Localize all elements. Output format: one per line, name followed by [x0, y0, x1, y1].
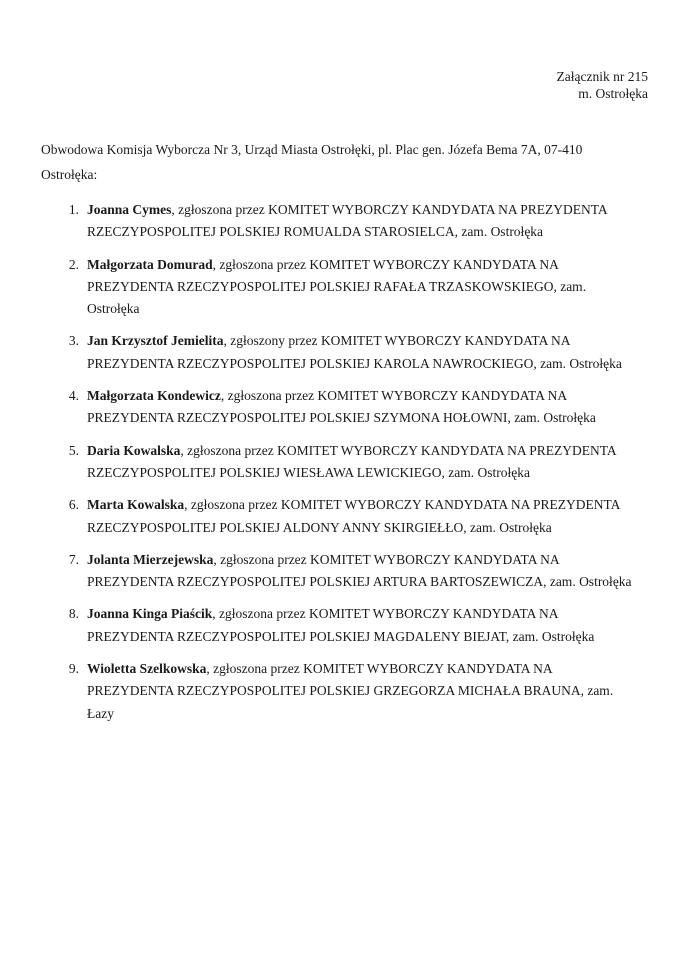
submitted-by-text: , zgłoszona przez	[220, 388, 318, 404]
submitted-by-text: , zgłoszona przez	[212, 606, 309, 622]
submitted-by-text: , zgłoszona przez	[213, 551, 311, 567]
member-residence: , zam. Ostrołęka	[87, 278, 587, 317]
list-item-number: 8.	[68, 606, 79, 622]
list-item	[41, 494, 641, 539]
election-committee-name: KOMITET WYBORCZY KANDYDATA NA PREZYDENTA RZECZYPOSPOLITEJ POLSKIEJ WIESŁAWA LEWICKIEGO	[87, 442, 616, 480]
list-item	[41, 658, 641, 725]
member-residence: , zam. Ostrołęka	[533, 355, 622, 371]
member-residence: , zam. Łazy	[87, 683, 614, 721]
list-item-number: 6.	[68, 497, 79, 513]
member-residence: , zam. Ostrołęka	[505, 628, 595, 644]
election-committee-name: KOMITET WYBORCZY KANDYDATA NA PREZYDENTA RZECZYPOSPOLITEJ POLSKIEJ SZYMONA HOŁOWNI	[87, 388, 567, 426]
list-item	[41, 603, 641, 648]
list-item	[41, 549, 641, 594]
commission-intro-paragraph: Obwodowa Komisja Wyborcza Nr 3, Urząd Miasta Ostrołęki, pl. Plac gen. Józefa Bema 7A, 07-410 Ostrołęka:	[41, 141, 583, 182]
election-committee-name: KOMITET WYBORCZY KANDYDATA NA PREZYDENTA RZECZYPOSPOLITEJ POLSKIEJ ALDONY ANNY SKIRGIEŁŁO	[87, 497, 620, 535]
election-committee-name: KOMITET WYBORCZY KANDYDATA NA PREZYDENTA RZECZYPOSPOLITEJ POLSKIEJ ROMUALDA STAROSIELCA	[87, 202, 607, 240]
member-name: Jolanta Mierzejewska	[87, 551, 214, 567]
submitted-by-text: , zgłoszona przez	[206, 661, 304, 677]
list-item-number: 4.	[68, 388, 79, 404]
submitted-by-text: , zgłoszona przez	[212, 256, 310, 272]
list-item-number: 7.	[68, 551, 79, 567]
member-name: Joanna Kinga Piaścik	[87, 606, 213, 622]
list-item-number: 5.	[68, 442, 79, 458]
list-item	[41, 199, 641, 244]
member-name: Małgorzata Kondewicz	[87, 388, 221, 404]
list-item-body	[87, 549, 641, 594]
member-residence: , zam. Ostrołęka	[441, 464, 530, 480]
list-item-body	[87, 199, 641, 244]
submitted-by-text: , zgłoszony przez	[223, 333, 321, 349]
list-item	[41, 385, 641, 430]
member-name: Wioletta Szelkowska	[87, 661, 207, 677]
member-name: Małgorzata Domurad	[87, 256, 213, 272]
submitted-by-text: , zgłoszona przez	[180, 442, 278, 458]
list-item-number: 2.	[68, 256, 79, 272]
member-name: Jan Krzysztof Jemielita	[87, 333, 224, 349]
member-residence: , zam. Ostrołęka	[543, 574, 632, 590]
attachment-number-label: Załącznik nr 215	[556, 69, 648, 84]
list-item-number: 3.	[68, 333, 79, 349]
election-committee-name: KOMITET WYBORCZY KANDYDATA NA PREZYDENTA RZECZYPOSPOLITEJ POLSKIEJ MAGDALENY BIEJAT	[87, 606, 558, 644]
document-header	[557, 68, 648, 102]
list-item-body	[87, 330, 641, 375]
list-item-body	[87, 658, 641, 725]
list-item-body	[87, 254, 641, 321]
submitted-by-text: , zgłoszona przez	[184, 497, 281, 513]
list-item-body	[87, 385, 641, 430]
election-committee-name: KOMITET WYBORCZY KANDYDATA NA PREZYDENTA RZECZYPOSPOLITEJ POLSKIEJ RAFAŁA TRZASKOWSKIEGO	[87, 256, 559, 294]
list-item-body	[87, 494, 641, 539]
member-residence: , zam. Ostrołęka	[463, 519, 552, 535]
election-committee-name: KOMITET WYBORCZY KANDYDATA NA PREZYDENTA RZECZYPOSPOLITEJ POLSKIEJ KAROLA NAWROCKIEGO	[87, 333, 570, 371]
list-item-body	[87, 603, 641, 648]
commission-member-list	[41, 199, 641, 725]
member-name: Joanna Cymes	[87, 202, 172, 217]
election-committee-name: KOMITET WYBORCZY KANDYDATA NA PREZYDENTA RZECZYPOSPOLITEJ POLSKIEJ GRZEGORZA MICHAŁA BRAUNA	[87, 661, 581, 699]
list-item-number: 9.	[68, 661, 79, 677]
municipality-label: m. Ostrołęka	[578, 86, 648, 101]
member-residence: , zam. Ostrołęka	[454, 224, 544, 240]
election-committee-name: KOMITET WYBORCZY KANDYDATA NA PREZYDENTA RZECZYPOSPOLITEJ POLSKIEJ ARTURA BARTOSZEWICZA	[87, 551, 559, 590]
member-name: Daria Kowalska	[87, 442, 181, 458]
list-item	[41, 254, 641, 321]
list-item	[41, 440, 641, 485]
list-item-body	[87, 440, 641, 485]
list-item	[41, 330, 641, 375]
list-item-number: 1.	[68, 202, 79, 217]
submitted-by-text: , zgłoszona przez	[171, 202, 269, 217]
member-name: Marta Kowalska	[87, 497, 185, 513]
member-residence: , zam. Ostrołęka	[507, 410, 596, 426]
